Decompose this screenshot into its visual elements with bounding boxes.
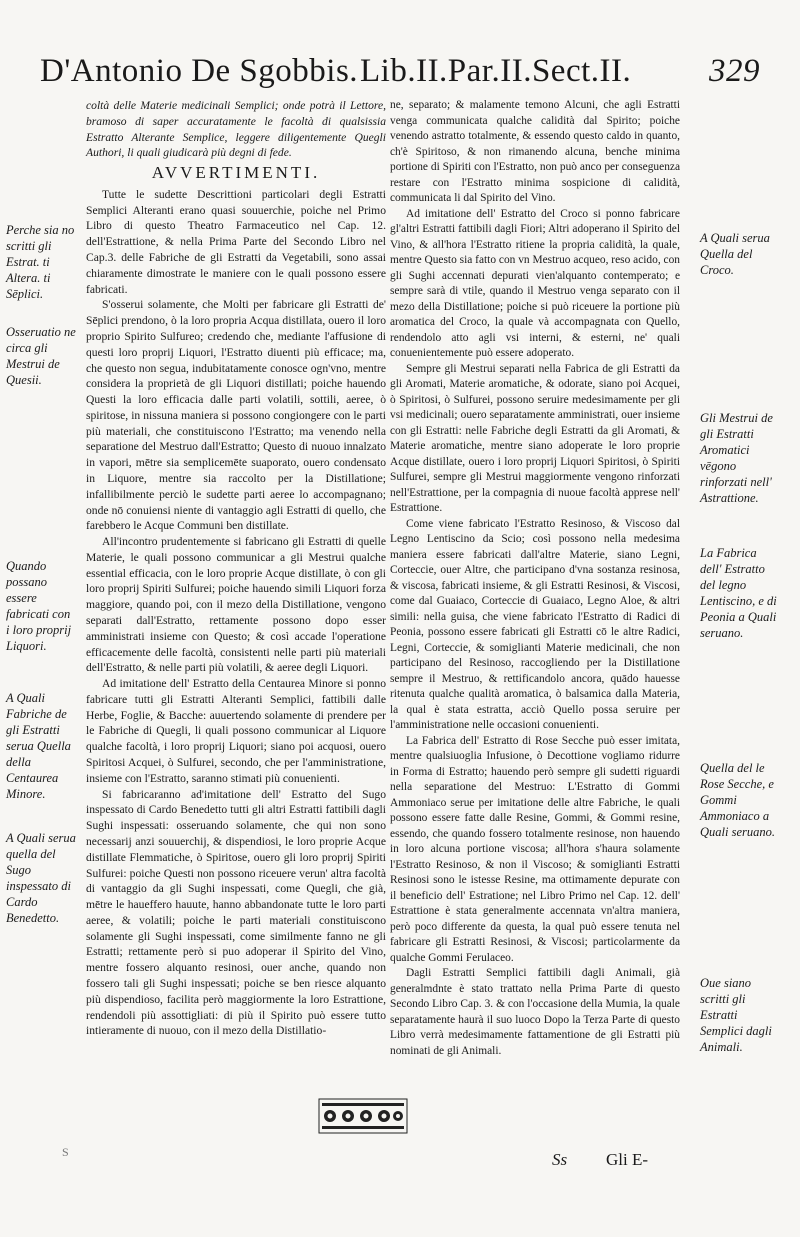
left-text-column	[86, 98, 386, 1039]
left-paragraph-2: S'osserui solamente, che Molti per fabricare gli Estratti de' Sēplici prendono, ò la loro propria Acqua distillata, ouero il loro proprio Spirito Sulfureo; credendo che, mediante l'affusione di questi loro proprij Liquori, l'Estratto diuenti più efficace; ma, che questo non segua, indubitatamente conosce ogn'vno, mentre considera la proprietà de gli Liquori distillati; poiche hauendo Questi la loro efficacia dalle parti volatili, sottili, aeree, ò spiritose, in nissuna maniera si possono congiongere con le parti più materiali, che constituiscono l'Estratto; ma venendo nella separatione del Mestruo dall'Estratto; Questo di nuouo innalzato in vapori, mētre sia semplicemēte suaporato, ouero condensato in Liquore, mentre sia raccolto per la Distillatione; infallibilmente perciò le sudette parti aeree lo accompagnano; onde nō conuiensi niente di vantaggio agli Estratti di quello, che farebbero le Acque Communi ben distillate.	[86, 298, 386, 533]
margin-note: A Quali serua quella del Sugo inspessato di Cardo Benedetto.	[6, 831, 76, 925]
right-paragraph-4: Come viene fabricato l'Estratto Resinoso, & Viscoso dal Legno Lentiscino da Scio; così possono nella medesima maniera essere fabricati dall'altre Materie, siano Legni, Corteccie, ouer Altre, che participano d'vna sostanza resinosa, & viscosa, fabricati insieme, & gli Estratti Resinosi, & Viscosi, come dal Guaiaco, Corteccie di Guaiaco, Legno Aloe, & altri simili: nella guisa, che viene fabricato l'Estratto di Radici di Peonia, possono essere fabricati gli Estratti cō le altre Radici, Legni, Corteccie, & somiglianti Materie medicinali, che non participano del Resinoso, raccogliendo per la Distillatione sempre il Mestruo, & rettificandolo ancora, quādo hauesse ritenuta qualche qualità aromatica, ò balsamica dalla Materia, la qual è stata estratta, acciò Quello possa seruire per l'amministratione nelle occasioni conuenienti.	[390, 517, 680, 731]
right-text-column	[390, 98, 680, 1059]
margin-note: Oue siano scritti gli Estratti Semplici dagli Animali.	[700, 976, 772, 1054]
left-paragraph-4: Ad imitatione dell' Estratto della Centaurea Minore si ponno fabricare tutti gli Estratti Alteranti Semplici, fattibili dalle Herbe, Foglie, & Bacche: auuertendo solamente di prendere per le Fabriche di Quegli, li quali possono communicar al Liquore qualche facoltà, i loro proprij Liquori; siano poi acquosi, ouero Spiritosi Acquei, ò Sulfurei, secondo, che per l'amministratione, insieme con l'Estratto, saranno stimati più conuenienti.	[86, 677, 386, 785]
margin-note: La Fabrica dell' Estratto del legno Lentiscino, e di Peonia a Quali seruano.	[700, 546, 777, 640]
header-author: D'Antonio De Sgobbis.	[40, 53, 359, 89]
margin-note: Osseruatio ne circa gli Mestrui de Quesii.	[6, 325, 76, 387]
left-paragraph-1: Tutte le sudette Descrittioni particolari degli Estratti Semplici Alteranti erano quasi souuerchie, poiche nel Primo Libro di questo Theatro Farmaceutico nel Cap. 12. dell'Estrattione, & nella Prima Parte del Secondo Libro nel Cap.3. delle Fabriche de gli Estratti da Vegetabili, sono assai chiaramente dimostrate le maniere con le quali possono essere fabricati.	[86, 187, 386, 296]
right-paragraph-6: Dagli Estratti Semplici fattibili dagli Animali, già generalmdnte è stato trattato nella Prima Parte di questo Secondo Libro Cap. 3. & con l'occasione della Mumia, la quale separatamente haurà il suo luoco Dopo la Terza Parte di questo Libro verrà medesimamente fattamentione de gli Estratti più nominati de gli Animali.	[390, 967, 680, 1057]
right-paragraph-5: La Fabrica dell' Estratto di Rose Secche può esser imitata, mentre qualsiuoglia Infusione, ò Decottione vogliamo ridurre in Forma di Estratto; hauendo però sempre gli sudetti riguardi nella separatione del Mestruo: L'Estratto di Gommi Ammoniaco serue per imitatione delle altre Fabriche, le quali possono essere fatte dalle Resine, Gommi, & Gommi resine, essendo, che quando fossero totalmente resinose, non hauendo in loro alcuna portione viscosa; all'hora s'haura solamente l'Estratto Resinoso, & non il Viscoso; & somiglianti Estratti Resinosi sono le istesse Resine, ma ottimamente depurate con il beneficio dell' Estratione; nel Libro Primo nel Cap. 12. dell' Estrattione è stata generalmente accennata vn'altra maniera, però poco differente da questa, la qual può essere tenuta nel fabricare gli Estratti Resinosi, & Viscosi; particolarmente da qualche Gommi Ferulaceo.	[390, 734, 680, 964]
stray-mark: S	[62, 1145, 69, 1159]
page-number: 329	[709, 53, 760, 89]
catchword: Gli E-	[606, 1150, 649, 1169]
header-book-section: Lib.II.Par.II.Sect.II.	[360, 53, 632, 89]
margin-note: Quella del le Rose Secche, e Gommi Ammoniaco a Quali seruano.	[700, 761, 775, 839]
section-heading: AVVERTIMENTI.	[151, 163, 321, 183]
left-paragraph-3: All'incontro prudentemente si fabricano gli Estratti di quelle Materie, le quali possono communicar a gli Mestrui qualche essential efficacia, con le loro proprie Acque distillate, ò con gli loro proprij Spiriti Sulfurei; poiche hauendo simili Liquori forza maggiore, quando poi, con il mezo della Distillatione, vengono separati dall'Estratto, rettamente possono dopo esser amministrati insieme con Questo; & così accade l'operatione efficacemente delle facoltà, consistenti nelle parti più materiali dell'Estratto, & nelle parti più volatili, & aeree degli Liquori.	[86, 535, 386, 675]
right-paragraph-3: Sempre gli Mestrui separati nella Fabrica de gli Estratti da gli Aromati, Materie aromatiche, & odorate, siano poi Acquei, ò Spiritosi, ò Sulfurei, possono seruire medesimamente per gli vsi medicinali; ouero separatamente amministrati, ouer insieme con gli Estratti: nelle Fabriche degli Estratti da gli Aromati, & Materie aromatiche, mentre siano adoperate le loro proprie Acque distillate, ouero i loro proprij Liquori Spiritosi, ò Spiriti Sulfurei, sempre gli Mestrui maggiormente vengono rinforzati nell'Estrattione, per la compagnia di nuoue facoltà apprese nell' Estrattione.	[390, 362, 680, 514]
left-paragraph-5: Si fabricaranno ad'imitatione dell' Estratto del Sugo inspessato di Cardo Benedetto tutti gli altri Estratti fattibili dagli Sughi inspessati: osseruando solamente, che qui non sono necessarij anzi souuerchij, & dispendiosi, le loro proprie Acque distillate Flemmatiche, ò Spiritose, ouero gli loro proprij Spiriti Sulfurei: poiche Questi non possono riceuere verun' altra facoltà di vantaggio da gli Sughi inspessati, come Quegli, che già, mētre le haueffero hauute, hanno abbandonate tutte le loro parti aeree, & volatili; poiche le parti materiali constituiscono solamente gli Sughi inspessati, come similmente fanno ne gli Estratti; rettamente però si puo adoperar il Spirito del Vino, mentre fossero alquanto resinosi, ouer anche, quando non fossero tali gli Sughi inspessati; poiche se ben riesce alquanto più dispendioso, facilita però maggiormente la loro Estrattione, rendendoli più assottigliati: di più il Spirito può essere tutto intieramente di nuouo, con il mezo della Distillatio-	[86, 787, 386, 1038]
right-paragraph-1: ne, separato; & malamente temono Alcuni, che agli Estratti venga communicata qualche calidità dal Spirito; poiche venendo astratto totalmente, & essendo questo caldo in quanto, ch'è Spiritoso, & non rimanendo alcuna, benche minima portione di Spiriti con l'Estratto, non può anco per conseguenza restare con l'Estratto minima sospicione di calidità, communicata li dal Spirito del Vino.	[390, 99, 680, 204]
right-paragraph-2: Ad imitatione dell' Estratto del Croco si ponno fabricare gl'altri Estratti fattibili dagli Fiori; Altri adoperano il Spirito del Vino, & all'hora l'Estratto ritiene la propria calidità, la quale, mentre Questo sia fatto con vn Mestruo acqueo, reso acido, con gli Sughi accennati depurati vien'alquanto contemperato; e sempre sarà di vtile, quando il Mestruo venga separato con il mezo della Distillatione; poiche si può riceuere la portione più aromatica del Croco, la quale và accompagnata con Quello, rendendolo atto agli vsi interni, & esterni, ne' quali conuenientemente può essere adoperato.	[390, 207, 680, 359]
signature-mark: Ss	[552, 1150, 568, 1169]
margin-note: Quando possano essere fabricati con i loro proprij Liquori.	[6, 559, 72, 653]
running-header	[40, 48, 770, 94]
margin-note: Gli Mestrui de gli Estratti Aromatici vēgono rinforzati nell' Astrattione.	[700, 411, 773, 505]
left-intro-paragraph: coltà delle Materie medicinali Semplici; onde potrà il Lettore, bramoso di saper accuratamente le facoltà di qualsissia Estratto Alterante Semplice, leggere diligentemente Quegli Authori, li quali giudicarà più degni di fede.	[86, 99, 386, 160]
margin-note: A Quali serua Quella del Croco.	[700, 231, 770, 277]
margin-note: Perche sia no scritti gli Estrat. ti Altera. ti Sēplici.	[6, 223, 75, 301]
printer-ornament-icon	[318, 1098, 408, 1134]
margin-note: A Quali Fabriche de gli Estratti serua Quella della Centaurea Minore.	[6, 691, 71, 801]
